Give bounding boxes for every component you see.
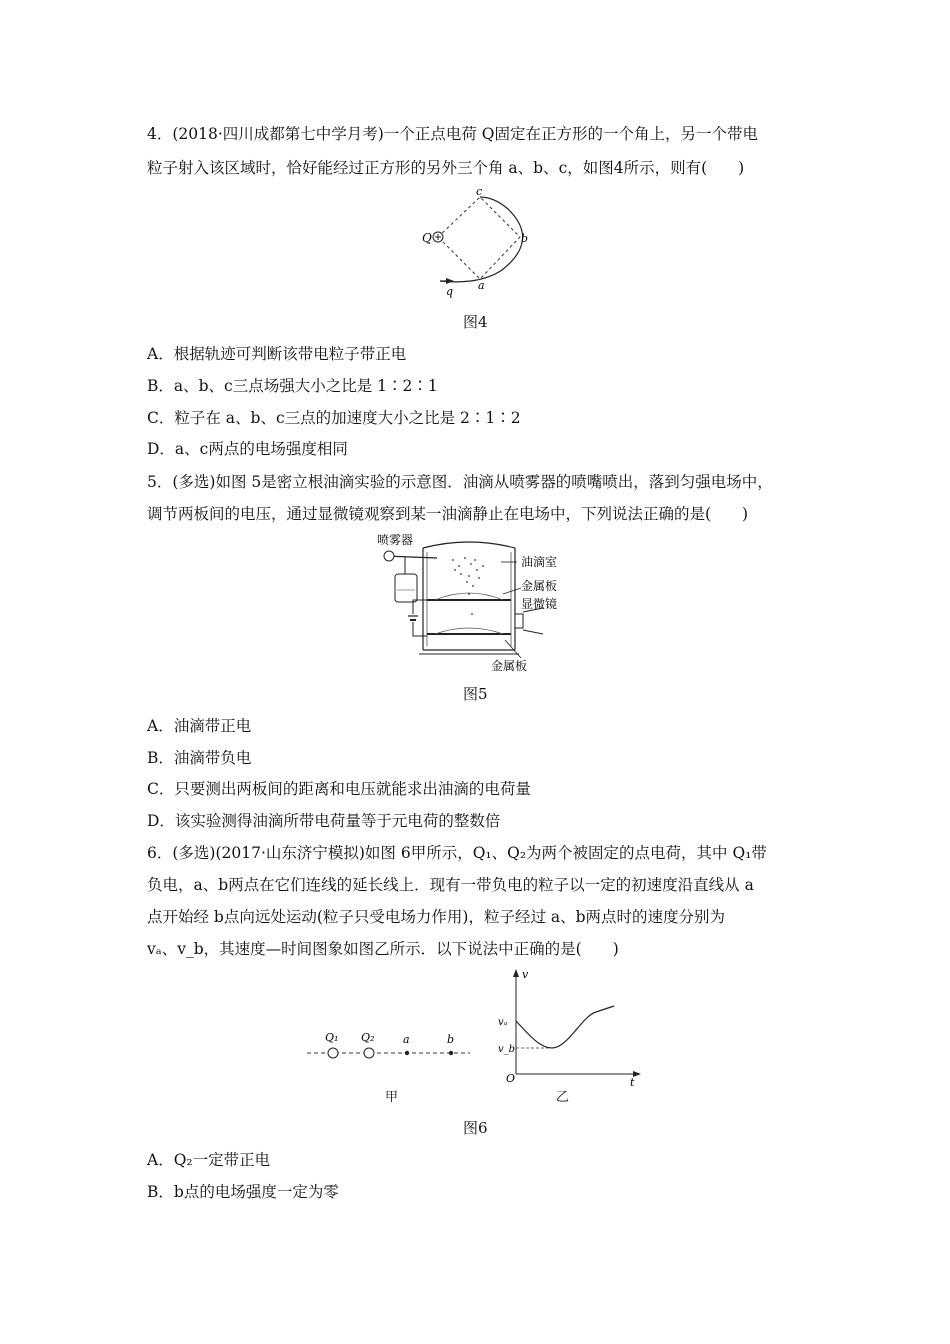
q4-stem-line2: 粒子射入该区域时，恰好能经过正方形的另外三个角 a、b、c，如图4所示，则有( ) — [147, 159, 745, 177]
q5-stem-line1: 5．(多选)如图 5是密立根油滴实验的示意图．油滴从喷雾器的喷嘴喷出，落到匀强电场中， — [147, 473, 773, 491]
figure-6-jia-label: 甲 — [385, 1090, 399, 1105]
label-vb: v_b — [498, 1044, 516, 1055]
q4-option-a: A．根据轨迹可判断该带电粒子带正电 — [147, 345, 407, 363]
label-sprayer: 喷雾器 — [377, 533, 414, 547]
q4-option-c: C．粒子在 a、b、c三点的加速度大小之比是 2∶1∶2 — [147, 409, 521, 427]
label-metal-plate-bottom: 金属板 — [491, 659, 528, 673]
arrow-icon — [446, 278, 454, 284]
sprayer-bottle — [395, 574, 417, 602]
label-a: a — [478, 279, 485, 292]
q5-option-d: D．该实验测得油滴所带电荷量等于元电荷的整数倍 — [147, 812, 501, 830]
q5-option-c: C．只要测出两板间的距离和电压就能求出油滴的电荷量 — [147, 780, 531, 798]
q5-option-a: A．油滴带正电 — [147, 717, 252, 735]
q6-stem-line2: 负电，a、b两点在它们连线的延长线上．现有一带负电的粒子以一定的初速度沿直线从 a — [147, 876, 754, 894]
label-Q2: Q₂ — [361, 1031, 375, 1044]
point-b-icon — [449, 1051, 453, 1055]
label-b-point: b — [447, 1033, 455, 1046]
figure-6-jia — [305, 1025, 475, 1075]
q6-option-b: B．b点的电场强度一定为零 — [147, 1183, 339, 1201]
label-va: vₐ — [498, 1017, 508, 1028]
label-metal-plate-top: 金属板 — [521, 579, 558, 593]
charge-Q1-icon — [328, 1048, 338, 1058]
v-axis-arrow-icon — [513, 969, 519, 977]
q5-option-b: B．油滴带负电 — [147, 749, 252, 767]
label-Q1: Q₁ — [325, 1031, 339, 1044]
label-q: q — [446, 285, 454, 298]
label-c: c — [476, 185, 483, 198]
q5-stem-line2: 调节两板间的电压，通过显微镜观察到某一油滴静止在电场中，下列说法正确的是( ) — [147, 505, 749, 523]
figure-6-yi — [496, 966, 646, 1086]
label-Q: Q — [422, 231, 432, 245]
figure-5-caption: 图5 — [463, 685, 488, 703]
figure-4 — [410, 185, 545, 300]
q4-option-b: B．a、b、c三点场强大小之比是 1∶2∶1 — [147, 377, 438, 395]
trajectory-curve — [440, 197, 523, 282]
label-b: b — [521, 232, 529, 245]
label-a-point: a — [403, 1033, 410, 1046]
q6-stem-line1: 6．(多选)(2017·山东济宁模拟)如图 6甲所示，Q₁、Q₂为两个被固定的点电荷，其中 Q₁带 — [147, 844, 767, 862]
label-t-axis: t — [630, 1076, 635, 1086]
q6-stem-line3: 点开始经 b点向远处运动(粒子只受电场力作用)，粒子经过 a、b两点时的速度分别为 — [147, 908, 726, 926]
oil-droplets — [452, 557, 484, 615]
q6-option-a: A．Q₂一定带正电 — [147, 1151, 271, 1169]
label-v-axis: v — [522, 968, 529, 981]
label-microscope: 显微镜 — [521, 597, 558, 611]
charge-Q2-icon — [364, 1048, 374, 1058]
microscope-icon — [515, 614, 523, 628]
figure-6-yi-label: 乙 — [556, 1090, 570, 1105]
velocity-curve — [516, 1006, 614, 1048]
figure-5 — [375, 528, 580, 678]
label-origin: O — [506, 1072, 516, 1085]
point-a-icon — [405, 1051, 409, 1055]
figure-6-caption: 图6 — [463, 1119, 488, 1137]
q4-option-d: D．a、c两点的电场强度相同 — [147, 440, 348, 458]
label-oil-chamber: 油滴室 — [521, 555, 558, 569]
q6-stem-line4: vₐ、v_b，其速度—时间图象如图乙所示．以下说法中正确的是( ) — [147, 940, 619, 958]
figure-4-caption: 图4 — [463, 313, 488, 331]
q4-stem-line1: 4．(2018·四川成都第七中学月考)一个正点电荷 Q固定在正方形的一个角上，另一个带电 — [147, 125, 758, 143]
